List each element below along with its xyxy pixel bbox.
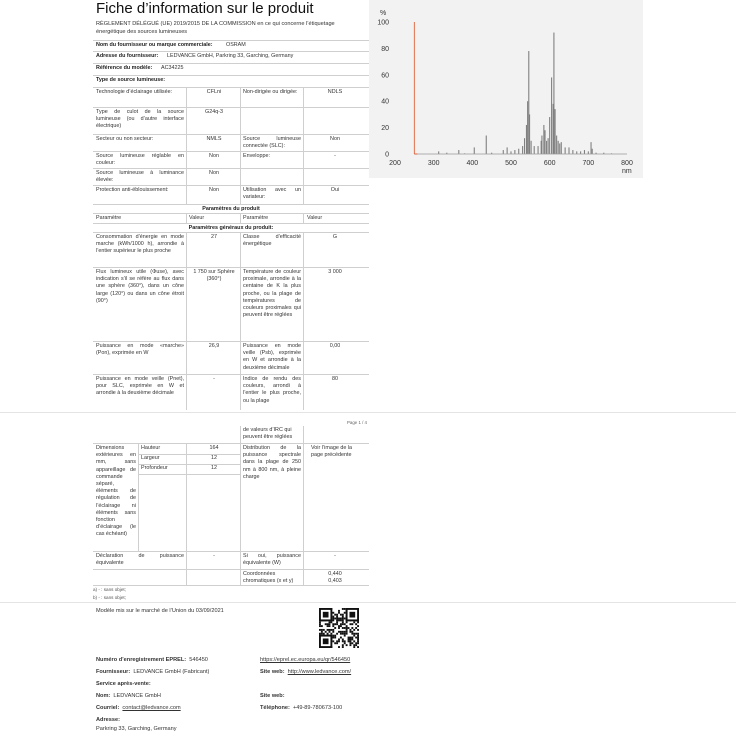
general-header-row — [93, 223, 369, 232]
spec-value: NMLS — [206, 136, 222, 142]
model-value: AC34225 — [161, 65, 184, 71]
spec-row-technology — [93, 87, 369, 107]
width-label: Largeur — [141, 455, 160, 461]
supplier-row — [96, 669, 209, 676]
datasheet-page-2 — [93, 420, 369, 600]
spec-label: Source lumineuse réglable en couleur: — [96, 153, 184, 167]
param-row-power — [93, 341, 369, 374]
spec-label: Type de culot de la source lumineuse (ou d’autre interface électrique) — [96, 109, 184, 130]
x-tick-label: 700 — [582, 160, 595, 167]
spec-value: Non — [209, 170, 219, 176]
footnote-a: a) - : sans objet; — [93, 587, 126, 592]
email-label: Courriel: — [96, 705, 120, 711]
x-tick-label: 300 — [427, 160, 440, 167]
address-value: Parkring 33, Garching, Germany — [96, 726, 177, 732]
column-header: Paramètre — [243, 215, 269, 221]
spec-label: Enveloppe: — [243, 153, 270, 159]
param-label: Puissance en mode veille (Psb), exprimée en W et arrondie à la deuxième décimale — [243, 343, 301, 371]
spec-value: Oui — [330, 187, 340, 193]
column-divider — [240, 213, 241, 223]
y-tick-label: 40 — [381, 98, 389, 106]
spec-value: CFLni — [206, 89, 222, 95]
column-divider — [186, 232, 187, 410]
equivalent-label: Déclaration de puissance équivalente — [96, 553, 184, 567]
height-label: Hauteur — [141, 445, 161, 451]
params-column-headers — [93, 213, 369, 223]
website-link[interactable]: http://www.ledvance.com/ — [287, 669, 352, 675]
phone-row — [260, 705, 342, 712]
website-label: Site web: — [260, 669, 285, 675]
spec-label: Source lumineuse à luminance élevée: — [96, 170, 184, 184]
column-divider — [186, 443, 187, 586]
param-value: 1 750 sur Sphère (360°) — [193, 269, 235, 283]
x-tick-label: 400 — [466, 160, 479, 167]
depth-value: 12 — [211, 465, 217, 471]
param-row-flux — [93, 267, 369, 341]
dimensions-label: Dimensions extérieures en mm, sans appareillage de commande séparé, éléments de régulation de l’éclairage ni éléments sans fonction d’éclairage (le cas échéant) — [96, 445, 136, 538]
page-separator — [0, 602, 736, 603]
column-divider — [186, 87, 187, 204]
x-tick-label: 600 — [543, 160, 556, 167]
eprel-value: 546450 — [189, 657, 208, 663]
column-divider — [240, 87, 241, 204]
spec-value: Non — [209, 187, 219, 193]
service-name-row — [96, 693, 161, 700]
spd-label: Distribution de la puissance spectrale dans la plage de 250 nm à 800 nm, à pleine charge — [243, 445, 301, 480]
row-divider — [138, 454, 240, 455]
spec-value: Non — [209, 153, 219, 159]
param-label: Puissance en mode veille (Pnet), pour SLC, exprimée en W et arrondie à la deuxième décimale — [96, 376, 184, 397]
param-label: Puissance en mode «marche» (Pon), exprimée en W — [96, 343, 184, 357]
param-value: - — [213, 376, 215, 382]
column-divider — [303, 87, 304, 204]
param-label: Indice de rendu des couleurs, arrondi à l’entier le plus proche, ou la plage — [243, 376, 301, 404]
column-divider — [240, 232, 241, 410]
supplier-label: Fournisseur: — [96, 669, 131, 675]
param-label: de valeurs d’IRC qui peuvent être réglées — [243, 427, 293, 441]
phone-label: Téléphone: — [260, 705, 290, 711]
spec-label: Protection anti-éblouissement: — [96, 187, 169, 193]
param-value: 3 000 — [328, 269, 342, 275]
supplier-row — [93, 40, 369, 51]
chart-svg — [369, 0, 643, 178]
spec-value: Non — [330, 136, 340, 142]
param-value: 0,00 — [329, 343, 341, 349]
param-value: 27 — [211, 234, 217, 240]
y-tick-label: 0 — [385, 151, 389, 159]
y-tick-label: 80 — [381, 45, 389, 53]
page-subtitle: RÈGLEMENT DÉLÉGUÉ (UE) 2019/2015 DE LA COMMISSION en ce qui concerne l’étiquetage énergétique des sources lumineuses — [96, 21, 335, 35]
chromaticity-x: 0,440 — [328, 571, 342, 577]
x-axis-unit: nm — [622, 168, 632, 175]
param-value: 80 — [332, 376, 338, 382]
x-tick-label: 800 — [621, 160, 633, 167]
spectral-distribution-chart — [369, 0, 643, 178]
y-tick-label: 20 — [381, 125, 389, 133]
row-divider — [138, 474, 240, 475]
general-header: Paramètres généraux du produit: — [188, 224, 274, 231]
param-label: Classe d’efficacité énergétique — [243, 234, 301, 248]
spec-label: Utilisation avec un variateur: — [243, 187, 301, 201]
params-header-row — [93, 204, 369, 213]
param-label: Consommation d’énergie en mode marche (kWh/1000 h), arrondie à l’entier supérieur le plus proche — [96, 234, 184, 255]
equivalent-power-row — [93, 551, 369, 569]
model-label: Référence du modèle: — [96, 65, 153, 71]
source-type-label: Type de source lumineuse: — [96, 77, 166, 83]
row-divider — [138, 464, 240, 465]
depth-label: Profondeur — [141, 465, 168, 471]
source-type-header — [93, 75, 369, 87]
chromaticity-row — [93, 569, 369, 586]
column-header: Valeur — [307, 215, 323, 221]
model-row — [93, 63, 369, 75]
column-divider — [138, 443, 139, 551]
equivalent-w-label: Si oui, puissance équivalente (W) — [243, 553, 301, 567]
spec-row-base — [93, 107, 369, 134]
spec-row-mains — [93, 134, 369, 151]
param-label: Température de couleur proximale, arrondie à la centaine de K la plus proche, ou la plage de températures de couleurs proximales qui peuvent être réglées — [243, 269, 301, 319]
datasheet-page-3 — [93, 604, 369, 736]
datasheet-page-1 — [93, 0, 369, 410]
spec-label: Source lumineuse connectée (SLC): — [243, 136, 301, 150]
column-header: Paramètre — [96, 215, 122, 221]
column-divider — [303, 213, 304, 223]
supplier-value: LEDVANCE GmbH (Fabricant) — [133, 669, 210, 675]
chromaticity-label: Coordonnées chromatiques (x et y) — [243, 571, 294, 585]
column-header: Valeur — [189, 215, 205, 221]
spec-value: G24q-3 — [205, 109, 223, 115]
y-tick-label: 60 — [381, 72, 389, 80]
address-label: Adresse: — [96, 717, 120, 723]
market-date: Modèle mis sur le marché de l’Union du 03/09/2021 — [96, 608, 224, 614]
phone-value: +49-89-780673-100 — [292, 705, 343, 711]
spec-row-luminance — [93, 168, 369, 185]
page-separator — [0, 412, 736, 413]
spec-value: - — [334, 153, 336, 159]
column-divider — [240, 426, 241, 586]
y-axis-unit: % — [380, 10, 387, 17]
supplier-label: Nom du fournisseur ou marque commerciale: — [96, 42, 213, 48]
address-value: LEDVANCE GmbH, Parkring 33, Garching, Germany — [167, 53, 294, 59]
qr-code-icon — [319, 608, 359, 648]
service-website-label: Site web: — [260, 693, 285, 699]
eprel-row — [96, 657, 208, 664]
footnote-b: b) - : sans objet; — [93, 595, 126, 600]
width-value: 12 — [211, 455, 217, 461]
param-row-energy — [93, 232, 369, 267]
dimensions-row — [93, 443, 369, 551]
spec-label: Secteur ou non secteur: — [96, 136, 154, 142]
spd-value: Voir l’image de la page précédente — [311, 445, 353, 459]
after-sales-header: Service après-vente: — [96, 681, 151, 687]
y-tick-label: 100 — [377, 19, 389, 27]
service-name-value: LEDVANCE GmbH — [113, 693, 161, 699]
spec-value: NDLS — [327, 89, 343, 95]
height-value: 164 — [209, 445, 219, 451]
website-row — [260, 669, 351, 676]
eprel-link[interactable]: https://eprel.ec.europa.eu/qr/546450 — [260, 657, 351, 663]
supplier-value: OSRAM — [226, 42, 246, 48]
column-divider — [303, 232, 304, 410]
param-value: 26,9 — [208, 343, 220, 349]
params-header: Paramètres du produit — [202, 205, 260, 212]
x-tick-label: 200 — [389, 160, 401, 167]
chromaticity-y: 0,403 — [328, 578, 342, 584]
equivalent-w-value: - — [334, 553, 336, 559]
email-row — [96, 705, 181, 712]
spec-label: Non-dirigée ou dirigée: — [243, 89, 298, 95]
address-row — [93, 51, 369, 63]
x-tick-label: 500 — [505, 160, 517, 167]
column-divider — [186, 213, 187, 223]
spec-label: Technologie d’éclairage utilisée: — [96, 89, 173, 95]
spec-row-glare — [93, 185, 369, 204]
page-number: Page 1 / 4 — [346, 420, 367, 425]
column-divider — [303, 426, 304, 586]
page-title: Fiche d’information sur le produit — [96, 0, 314, 17]
equivalent-value: - — [213, 553, 215, 559]
service-name-label: Nom: — [96, 693, 111, 699]
email-link[interactable]: contact@ledvance.com — [122, 705, 181, 711]
param-label: Flux lumineux utile (Φuse), avec indication s’il se réfère au flux dans une sphère (360°), dans un cône large (120°) ou dans un cône étroit (90°) — [96, 269, 184, 304]
address-label: Adresse du fournisseur: — [96, 53, 159, 59]
spec-row-tunable — [93, 151, 369, 168]
eprel-label: Numéro d’enregistrement EPREL: — [96, 657, 187, 663]
param-row-standby — [93, 374, 369, 410]
param-value: G — [332, 234, 338, 240]
cri-continuation-row — [93, 426, 369, 443]
